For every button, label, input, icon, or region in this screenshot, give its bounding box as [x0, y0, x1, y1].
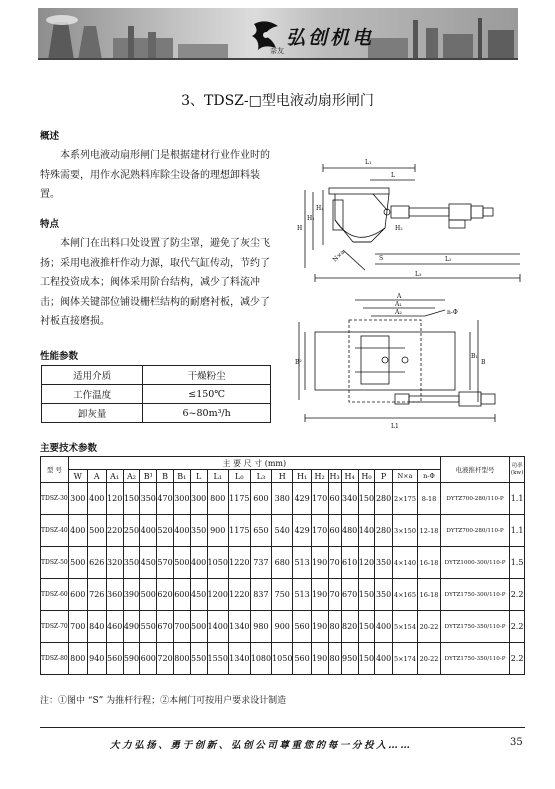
cell-value: 513: [293, 547, 311, 579]
tech-table: [40, 456, 525, 675]
cell-value: 300: [190, 483, 207, 515]
col-header: B¹: [140, 470, 157, 483]
overview-heading: 概述: [40, 131, 60, 142]
cell-value: 150: [123, 483, 140, 515]
cell-value: 140: [358, 515, 375, 547]
cell-model: TDSZ-30: [41, 483, 69, 515]
cell-value: 500: [87, 515, 106, 547]
cell-power: 1.1: [510, 483, 525, 515]
cell-value: 400: [173, 515, 190, 547]
col-header: H₃: [329, 471, 340, 481]
cell-value: 400: [140, 515, 157, 547]
cell-value: 300: [173, 483, 190, 515]
tech-table-body: [41, 483, 525, 675]
cell-value: 20-22: [418, 611, 441, 643]
cell-value: 320: [106, 547, 123, 579]
cell-value: 500: [68, 547, 87, 579]
cell-value: 429: [293, 483, 311, 515]
cell-value: 16-18: [418, 579, 441, 611]
brand-name: 弘创机电: [286, 27, 375, 49]
cell-value: 1050: [272, 643, 293, 675]
cell-value: 560: [293, 611, 311, 643]
cell-value: 190: [311, 643, 328, 675]
brand-subtitle: 奈友: [270, 47, 284, 55]
cell-value: 1175: [228, 515, 250, 547]
col-header: P: [375, 470, 393, 483]
cell-value: 500: [190, 611, 207, 643]
cell-value: 590: [123, 643, 140, 675]
cell-value: 980: [250, 611, 271, 643]
cell-value: 1200: [207, 579, 228, 611]
cell-power: 1.1: [510, 515, 525, 547]
cell-model: TDSZ-70: [41, 611, 69, 643]
cell-value: 626: [87, 547, 106, 579]
cell-value: 1340: [228, 643, 250, 675]
label-H2: H₂: [395, 225, 403, 232]
cell-value: 400: [375, 643, 393, 675]
col-header: A₂: [123, 470, 140, 483]
cell-value: 1080: [250, 643, 271, 675]
table-row: [41, 579, 525, 611]
footnote: 注：①图中 “S” 为推杆行程；②本闸门可按用户要求设计制造: [40, 696, 287, 706]
cell-value: 150: [358, 483, 375, 515]
cell-value: 900: [207, 515, 228, 547]
page-number: 35: [510, 737, 523, 748]
page-title: 3、TDSZ-□型电液动扇形闸门: [181, 93, 374, 109]
cell-value: 400: [87, 483, 106, 515]
col-header: L₀: [228, 470, 250, 483]
cell-value: 680: [272, 547, 293, 579]
col-header: H₄: [341, 470, 358, 483]
cell-value: 70: [328, 579, 341, 611]
cell-value: 570: [157, 547, 174, 579]
cell-value: 429: [293, 515, 311, 547]
cell-model: TDSZ-60: [41, 579, 69, 611]
col-header: B₁: [173, 470, 190, 483]
cell-pusher-model: DYTZ1750-350/110-P: [440, 643, 509, 675]
features-heading: 特点: [40, 219, 60, 230]
cell-value: 5×154: [392, 611, 417, 643]
param-value: 干燥粉尘: [143, 366, 271, 385]
cell-value: 1175: [228, 483, 250, 515]
col-header: n-Φ: [418, 470, 441, 483]
cell-power: 2.2: [510, 643, 525, 675]
cell-value: 150: [358, 611, 375, 643]
cell-value: 800: [207, 483, 228, 515]
header-dimensions: 主 要 尺 寸 (mm): [68, 457, 440, 470]
cell-value: 60: [328, 483, 341, 515]
table-row: [41, 643, 525, 675]
cell-value: 350: [375, 547, 393, 579]
header-banner: [38, 8, 518, 60]
label-A: A: [397, 293, 402, 300]
param-label: 卸灰量: [42, 404, 143, 423]
col-header: L₃: [250, 470, 271, 483]
cell-value: 120: [358, 547, 375, 579]
cell-value: 350: [190, 515, 207, 547]
label-H: H: [297, 225, 303, 232]
cell-value: 380: [272, 483, 293, 515]
overview-text: 本系列电液动扇形闸门是根据建材行业作业时的特殊需要，用作水泥熟料库除尘设备的理想卸料装置。: [40, 150, 270, 200]
cell-value: 726: [87, 579, 106, 611]
side-view-drawing: [295, 150, 530, 285]
cell-value: 280: [375, 483, 393, 515]
param-label: 工作温度: [42, 385, 143, 404]
cell-value: 600: [68, 579, 87, 611]
cell-value: 340: [341, 483, 358, 515]
cell-pusher-model: DYTZ1750-300/110-P: [440, 579, 509, 611]
cell-value: 170: [311, 483, 328, 515]
cell-power: 2.2: [510, 611, 525, 643]
cell-value: 610: [341, 547, 358, 579]
cell-value: 350: [123, 547, 140, 579]
brand-logo: [246, 14, 406, 58]
tech-heading: 主要技术参数: [40, 443, 98, 454]
cell-value: 650: [250, 515, 271, 547]
label-L: L: [391, 172, 395, 179]
cell-value: 700: [173, 611, 190, 643]
cell-value: 800: [173, 643, 190, 675]
cell-value: 400: [190, 547, 207, 579]
cell-value: 840: [87, 611, 106, 643]
cell-value: 12-18: [418, 515, 441, 547]
cell-value: 500: [140, 579, 157, 611]
cell-value: 170: [311, 515, 328, 547]
performance-heading: 性能参数: [40, 351, 79, 362]
cell-power: 1.5: [510, 547, 525, 579]
cell-value: 190: [311, 547, 328, 579]
col-header: H₂: [311, 470, 328, 483]
cell-value: 150: [358, 643, 375, 675]
cell-value: 190: [311, 611, 328, 643]
cell-value: 820: [341, 611, 358, 643]
cell-value: 600: [140, 643, 157, 675]
cell-value: 1340: [228, 611, 250, 643]
label-B2: B²: [295, 359, 302, 366]
table-row: [41, 611, 525, 643]
cell-model: TDSZ-40: [41, 515, 69, 547]
col-header: W: [68, 470, 87, 483]
cell-value: 360: [106, 579, 123, 611]
cell-value: 1050: [207, 547, 228, 579]
cell-value: 513: [293, 579, 311, 611]
col-header: N×a: [392, 470, 417, 483]
cell-value: 80: [328, 611, 341, 643]
cell-value: 670: [157, 611, 174, 643]
features-text: 本闸门在出料口处设置了防尘罩，避免了灰尘飞扬；采用电液推杆作动力源，取代气缸传动，节约了工程投资成本；阀体采用阶台结构，减少了料流冲击；阀体关键部位铺设栅栏结构的耐磨衬板，减少了衬板直接磨损。: [40, 238, 270, 327]
cell-value: 70: [328, 547, 341, 579]
cell-value: 800: [68, 643, 87, 675]
col-header: A: [87, 470, 106, 483]
cell-value: 560: [106, 643, 123, 675]
cell-value: 940: [87, 643, 106, 675]
label-A1: A₁: [395, 301, 402, 308]
cell-value: 720: [157, 643, 174, 675]
top-view-drawing: [295, 292, 530, 432]
footer-divider: [40, 727, 525, 728]
col-header: H₀: [358, 470, 375, 483]
label-L2: L₂: [445, 256, 452, 263]
cell-model: TDSZ-80: [41, 643, 69, 675]
cell-value: 350: [140, 483, 157, 515]
cell-value: 190: [311, 579, 328, 611]
header-power: 功率(kw): [510, 457, 525, 483]
label-H1: H₁: [307, 215, 315, 222]
cell-value: 750: [272, 579, 293, 611]
cell-value: 60: [328, 515, 341, 547]
cell-value: 300: [68, 483, 87, 515]
footer-slogan: 大力弘扬、勇于创新、弘创公司尊重您的每一分投入……: [110, 740, 413, 751]
cell-value: 16-18: [418, 547, 441, 579]
cell-value: 3×150: [392, 515, 417, 547]
table-row: [41, 483, 525, 515]
cell-value: 80: [328, 643, 341, 675]
cell-value: 5×174: [392, 643, 417, 675]
cell-value: 837: [250, 579, 271, 611]
cell-value: 400: [68, 515, 87, 547]
cell-pusher-model: DYTZ700-280/110-P: [440, 483, 509, 515]
cell-value: 280: [375, 515, 393, 547]
label-B1: B₁: [471, 353, 478, 360]
cell-value: 150: [358, 579, 375, 611]
cell-value: 560: [293, 643, 311, 675]
cell-value: 390: [123, 579, 140, 611]
cell-value: 2×175: [392, 483, 417, 515]
cell-value: 670: [341, 579, 358, 611]
cell-value: 220: [106, 515, 123, 547]
table-row: [42, 366, 271, 385]
cell-value: 4×140: [392, 547, 417, 579]
cell-value: 470: [157, 483, 174, 515]
param-label: 适用介质: [42, 366, 143, 385]
cell-value: 950: [341, 643, 358, 675]
col-header: L: [190, 470, 207, 483]
cell-value: 480: [341, 515, 358, 547]
table-row: [41, 515, 525, 547]
col-header: B: [157, 470, 174, 483]
label-L1: L₁: [365, 159, 372, 166]
cell-value: 120: [106, 483, 123, 515]
cell-value: 20-22: [418, 643, 441, 675]
cell-value: 400: [375, 611, 393, 643]
cell-value: 550: [190, 643, 207, 675]
label-B: B: [481, 359, 486, 366]
cell-value: 700: [68, 611, 87, 643]
label-S: S: [379, 255, 384, 262]
cell-value: 550: [140, 611, 157, 643]
cell-value: 520: [157, 515, 174, 547]
col-header: L₁: [207, 470, 228, 483]
cell-model: TDSZ-50: [41, 547, 69, 579]
cell-value: 737: [250, 547, 271, 579]
cell-value: 540: [272, 515, 293, 547]
cell-value: 350: [375, 579, 393, 611]
cell-value: 600: [250, 483, 271, 515]
label-L3: L₃: [415, 271, 422, 278]
label-L1-bottom: L1: [391, 423, 399, 430]
param-value: 6~80m³/h: [143, 404, 271, 423]
table-row: [41, 547, 525, 579]
header-model: 型 号: [41, 457, 69, 483]
cell-value: 1550: [207, 643, 228, 675]
header-pusher: 电液推杆型号: [440, 457, 509, 483]
col-header: A₁: [106, 470, 123, 483]
cell-value: 1220: [228, 547, 250, 579]
cell-value: 900: [272, 611, 293, 643]
cell-value: 500: [173, 547, 190, 579]
col-header: H: [272, 470, 293, 483]
cell-value: 490: [123, 611, 140, 643]
cell-value: 8-18: [418, 483, 441, 515]
cell-value: 620: [157, 579, 174, 611]
cell-value: 450: [140, 547, 157, 579]
label-n-phi: n-Φ: [447, 309, 458, 316]
cell-value: 250: [123, 515, 140, 547]
table-header-row: [41, 457, 525, 470]
cell-value: 450: [190, 579, 207, 611]
cell-pusher-model: DYTZ1750-350/110-P: [440, 611, 509, 643]
cell-pusher-model: DYTZ700-280/110-P: [440, 515, 509, 547]
table-row: [42, 404, 271, 423]
cell-power: 2.2: [510, 579, 525, 611]
col-header: H₁: [293, 470, 311, 483]
performance-table: [41, 365, 271, 423]
cell-pusher-model: DYTZ1000-300/110-P: [440, 547, 509, 579]
cell-value: 4×165: [392, 579, 417, 611]
cell-value: 1220: [228, 579, 250, 611]
cell-value: 1400: [207, 611, 228, 643]
param-value: ≤150℃: [143, 385, 271, 404]
label-Nxa: N×a: [331, 248, 347, 264]
table-row: [42, 385, 271, 404]
label-A2: A₂: [395, 309, 402, 316]
label-H4: H₄: [316, 205, 324, 212]
cell-value: 600: [173, 579, 190, 611]
cell-value: 460: [106, 611, 123, 643]
